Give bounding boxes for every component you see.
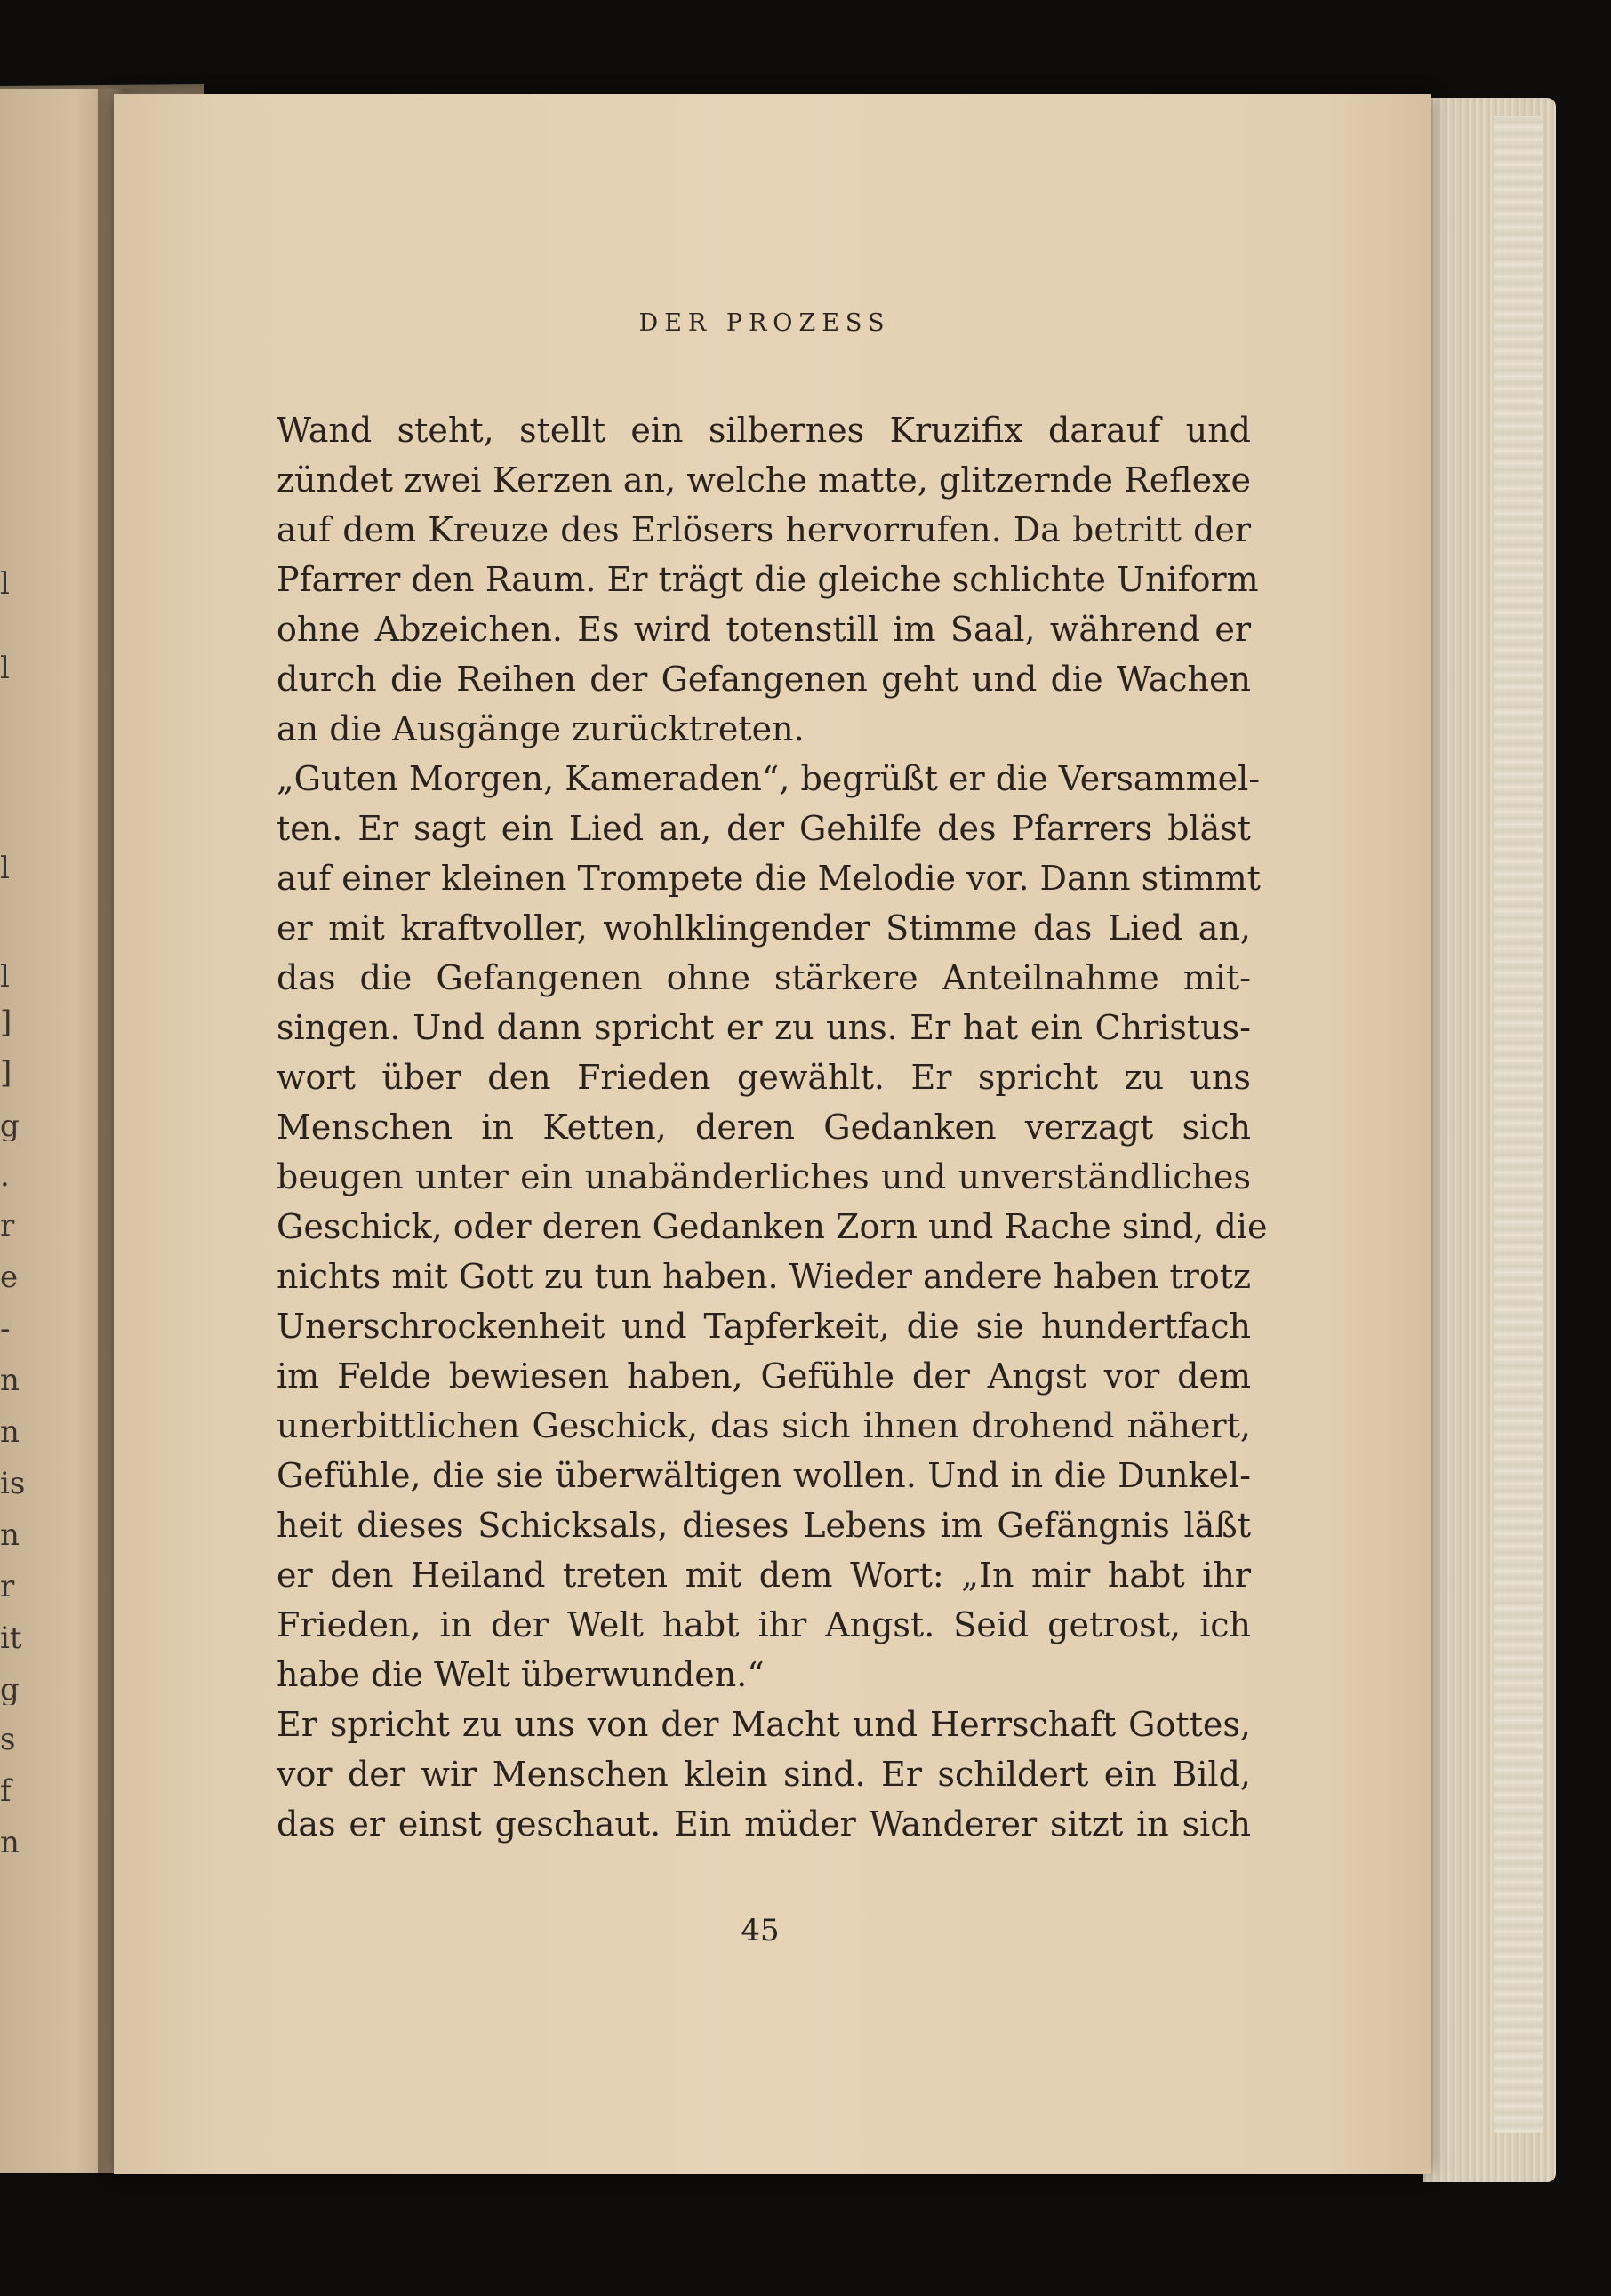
- left-fragment: e: [0, 1262, 19, 1292]
- left-fragment: .: [0, 1161, 10, 1191]
- text-line: Frieden, in der Welt habt ihr Angst. Seid getrost, ich: [277, 1605, 1251, 1644]
- text-line: auf dem Kreuze des Erlösers hervorrufen. Da betritt der: [277, 510, 1251, 549]
- text-line: ten. Er sagt ein Lied an, der Gehilfe des Pfarrers bläst: [277, 809, 1251, 848]
- left-page-text-fragments: [0, 0, 36, 2296]
- text-line: „Guten Morgen, Kameraden“, begrüßt er die Versammel-: [277, 759, 1261, 798]
- text-line: wort über den Frieden gewählt. Er spricht zu uns: [277, 1058, 1251, 1097]
- page-stack-texture: [1494, 116, 1543, 2133]
- left-fragment: g: [0, 1675, 20, 1705]
- text-line: zündet zwei Kerzen an, welche matte, glitzernde Reflexe: [277, 460, 1251, 500]
- left-fragment: l: [0, 853, 10, 884]
- text-line: heit dieses Schicksals, dieses Lebens im Gefängnis läßt: [277, 1506, 1251, 1545]
- left-fragment: l: [0, 569, 10, 599]
- page-body-text: [277, 405, 1268, 1849]
- text-line: Pfarrer den Raum. Er trägt die gleiche schlichte Uniform: [277, 560, 1259, 599]
- text-line: an die Ausgänge zurücktreten.: [277, 709, 805, 748]
- left-fragment: n: [0, 1365, 20, 1396]
- text-line: habe die Welt überwunden.“: [277, 1655, 765, 1694]
- left-fragment: n: [0, 1520, 20, 1550]
- left-fragment: it: [0, 1623, 22, 1653]
- text-line: unerbittlichen Geschick, das sich ihnen drohend nähert,: [277, 1406, 1251, 1445]
- text-line: er den Heiland treten mit dem Wort: „In mir habt ihr: [277, 1556, 1251, 1595]
- left-fragment: -: [0, 1314, 11, 1344]
- left-fragment: n: [0, 1417, 20, 1447]
- left-fragment: f: [0, 1776, 12, 1806]
- text-line: Unerschrockenheit und Tapferkeit, die sie hundertfach: [277, 1307, 1251, 1346]
- text-line: vor der wir Menschen klein sind. Er schildert ein Bild,: [277, 1755, 1251, 1794]
- text-line: das die Gefangenen ohne stärkere Anteilnahme mit-: [277, 958, 1251, 997]
- text-line: singen. Und dann spricht er zu uns. Er hat ein Christus-: [277, 1008, 1251, 1047]
- text-line: durch die Reihen der Gefangenen geht und die Wachen: [277, 660, 1251, 699]
- left-fragment: ]: [0, 1007, 12, 1037]
- left-fragment: n: [0, 1828, 20, 1858]
- text-line: Wand steht, stellt ein silbernes Kruzifix darauf und: [277, 411, 1251, 450]
- left-fragment: g: [0, 1111, 20, 1141]
- text-line: Gefühle, die sie überwältigen wollen. Und in die Dunkel-: [277, 1456, 1251, 1495]
- left-fragment: r: [0, 1211, 15, 1241]
- text-line: auf einer kleinen Trompete die Melodie vor. Dann stimmt: [277, 859, 1261, 898]
- text-line: im Felde bewiesen haben, Gefühle der Angst vor dem: [277, 1356, 1251, 1396]
- left-fragment: ]: [0, 1058, 12, 1088]
- text-line: das er einst geschaut. Ein müder Wanderer sitzt in sich: [277, 1804, 1251, 1844]
- left-fragment: r: [0, 1572, 15, 1602]
- running-head: DER PROZESS: [638, 309, 891, 337]
- text-line: Er spricht zu uns von der Macht und Herrschaft Gottes,: [277, 1705, 1251, 1744]
- text-line: Geschick, oder deren Gedanken Zorn und Rache sind, die: [277, 1207, 1268, 1246]
- text-line: beugen unter ein unabänderliches und unverständliches: [277, 1157, 1251, 1196]
- text-line: Menschen in Ketten, deren Gedanken verzagt sich: [277, 1108, 1251, 1147]
- page-number: 45: [741, 1913, 780, 1948]
- text-line: nichts mit Gott zu tun haben. Wieder andere haben trotz: [277, 1257, 1251, 1296]
- text-line: ohne Abzeichen. Es wird totenstill im Saal, während er: [277, 610, 1251, 649]
- text-line: er mit kraftvoller, wohlklingender Stimme das Lied an,: [277, 908, 1251, 948]
- left-fragment: l: [0, 653, 10, 684]
- left-fragment: is: [0, 1468, 26, 1499]
- left-fragment: s: [0, 1724, 16, 1755]
- left-fragment: l: [0, 962, 10, 992]
